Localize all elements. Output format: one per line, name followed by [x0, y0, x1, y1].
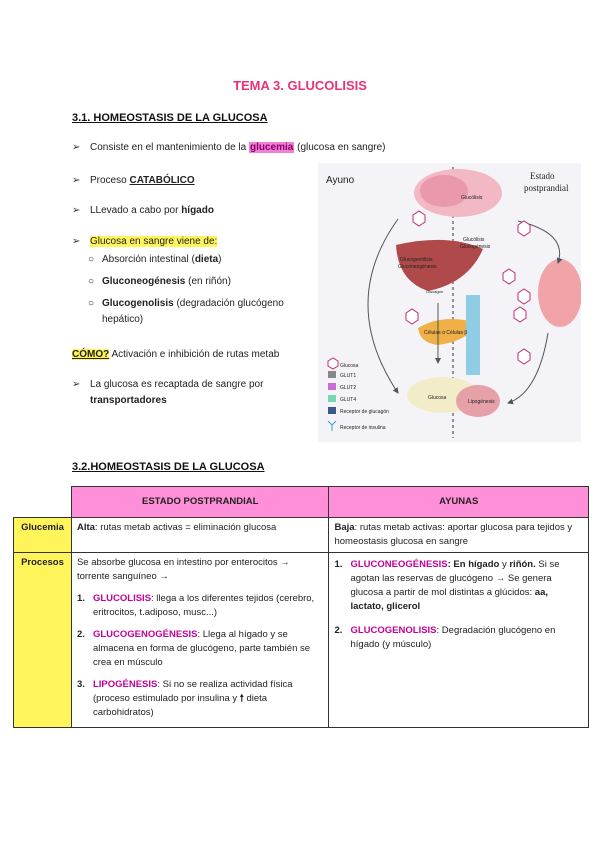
homeostasis-figure — [318, 163, 581, 442]
svg-text:Células α Células β: Células α Células β — [424, 330, 468, 336]
col-header-postprandial: ESTADO POSTPRANDIAL — [71, 487, 329, 518]
table-row-glucemia — [14, 518, 589, 553]
svg-text:Receptor de insulina: Receptor de insulina — [340, 425, 386, 431]
table-header-row — [14, 487, 589, 518]
svg-text:Glucosa: Glucosa — [340, 363, 359, 369]
svg-text:Receptor de glucagón: Receptor de glucagón — [340, 409, 389, 415]
svg-text:Glucólisis: Glucólisis — [461, 195, 483, 201]
arrow-bullet-icon: ➢ — [72, 175, 81, 186]
row-label-glucemia: Glucemia — [14, 518, 72, 553]
homeostasis-table — [13, 486, 589, 728]
bullet-glucemia: ➢ Consiste en el mantenimiento de la glucemia (glucosa en sangre) — [72, 140, 386, 156]
list-item: 1. GLUCONEOGÉNESIS: En hígado y riñón. Si se agotan las reservas de glucógeno → Se genera glucosa a partir de mol distintas a glúcidos: aa, lactato, glicerol — [334, 559, 560, 612]
arrow-bullet-icon: ➢ — [72, 205, 81, 216]
arrow-bullet-icon: ➢ — [72, 236, 81, 247]
svg-text:Glucagón: Glucagón — [426, 289, 444, 294]
sub-glucogenolisis: ○ Glucogenolisis (degradación glucógeno hepático) — [88, 298, 284, 325]
bullet-origen: ➢ Glucosa en sangre viene de: — [72, 234, 217, 250]
arrow-bullet-icon: ➢ — [72, 379, 81, 390]
svg-text:Glucogenólisis: Glucogenólisis — [400, 257, 433, 263]
svg-text:GLUT4: GLUT4 — [340, 397, 357, 403]
up-arrow-icon: 🠕 — [239, 693, 244, 704]
svg-text:Gluconeogénesis: Gluconeogénesis — [398, 264, 437, 270]
list-item: 1. GLUCOLISIS: llega a los diferentes tejidos (cerebro, eritrocitos, t.adiposo, musc...) — [76, 593, 315, 618]
svg-text:Glucosa: Glucosa — [428, 395, 447, 401]
figure-svg — [318, 163, 581, 442]
bullet-higado: ➢ LLevado a cabo por hígado — [72, 203, 214, 219]
bullet-transportadores: ➢ La glucosa es recaptada de sangre por transportadores — [72, 379, 264, 406]
fig-label-ayuno: Ayuno — [326, 175, 355, 186]
como-line: CÓMO? Activación e inhibición de rutas metab — [72, 349, 280, 360]
row-label-procesos: Procesos — [14, 553, 72, 728]
list-item: 2. GLUCOGENOGÉNESIS: Llega al hígado y se almacena en forma de glucógeno, parte también se crea en músculo — [76, 629, 311, 668]
list-item: 3. LIPOGÉNESIS: Si no se realiza actividad física (proceso estimulado por insulina y 🠕 dieta carbohidratos) — [76, 679, 293, 718]
cell-procesos-postprandial: Se absorbe glucosa en intestino por enterocitos → torrente sanguíneo → 1. GLUCOLISIS: llega a los diferentes tejidos (cerebro, eritrocitos, t.adiposo, musc...) 2. GLUCOGENOGÉNESIS: Llega al hígado y se almacena en forma de glucógeno, parte también se crea en músculo 3. LIPOGÉNESIS: Si no se realiza actividad física (proceso estimulado por insulina y 🠕 dieta carbohidratos) — [71, 553, 329, 728]
bullet-catabolico: ➢ Proceso CATABÓLICO — [72, 173, 195, 189]
svg-text:Glucólisis: Glucólisis — [463, 237, 485, 243]
arrow-bullet-icon: ➢ — [72, 142, 81, 153]
blood-arrow-icon — [466, 295, 480, 375]
sub-dieta: ○ Absorción intestinal (dieta) — [88, 254, 222, 265]
fig-label-estado1: Estado — [530, 171, 555, 181]
page-title: TEMA 3. GLUCOLISIS — [233, 78, 367, 93]
section-heading-2: 3.2.HOMEOSTASIS DE LA GLUCOSA — [72, 461, 265, 473]
svg-text:GLUT2: GLUT2 — [340, 385, 357, 391]
cell-glucemia-ayunas: Baja: rutas metab activas: aportar glucosa para tejidos y homeostasis glucosa en sangre — [329, 518, 589, 553]
table-row-procesos — [14, 553, 589, 728]
cell-glucemia-postprandial: Alta: rutas metab activas = eliminación glucosa — [71, 518, 329, 553]
sub-gluconeogenesis: ○ Gluconeogénesis (en riñón) — [88, 276, 231, 287]
list-item: 2. GLUCOGENOLISIS: Degradación glucógeno en hígado (y músculo) — [334, 625, 556, 650]
cell-procesos-ayunas — [329, 553, 589, 728]
svg-text:Glucogénesis: Glucogénesis — [460, 244, 491, 250]
svg-text:Lipogénesis: Lipogénesis — [468, 399, 495, 405]
section-heading-1: 3.1. HOMEOSTASIS DE LA GLUCOSA — [72, 112, 268, 124]
svg-text:GLUT1: GLUT1 — [340, 373, 357, 379]
fig-label-estado2: postprandial — [524, 183, 569, 193]
col-header-ayunas: AYUNAS — [329, 487, 589, 518]
intestine-icon — [538, 259, 581, 327]
